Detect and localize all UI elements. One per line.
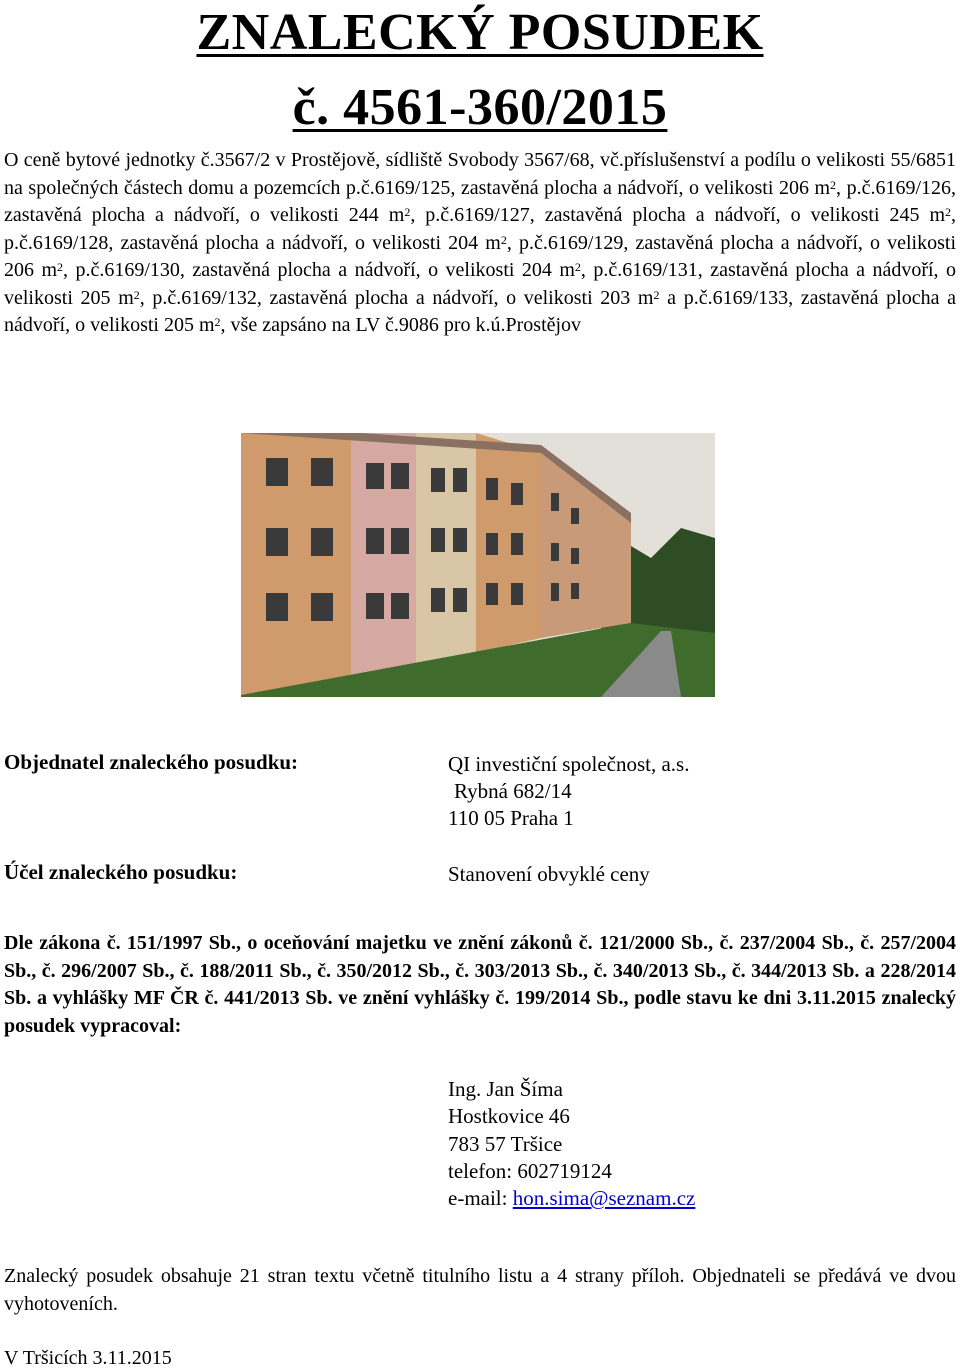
parcel-item: p.č.6169/126, zastavěná plocha a nádvoří, o velikosti 244 m (4, 176, 956, 226)
email-link[interactable]: hon.sima@seznam.cz (512, 1186, 696, 1211)
parcel-item: p.č.6169/128, zastavěná plocha a nádvoří, o velikosti 204 m (4, 231, 501, 254)
document-number: č. 4561-360/2015 (292, 79, 668, 136)
parcel-item: p.č.6169/133, zastavěná plocha a nádvoří, o velikosti 205 m (4, 286, 956, 336)
email-label: e-mail: (448, 1186, 513, 1211)
area-superscript: 2 (574, 260, 581, 274)
parcel-separator: , (139, 286, 145, 309)
parcel-separator: , (63, 259, 68, 281)
parcel-item: p.č.6169/130, zastavěná plocha a nádvoří, o velikosti 204 m (75, 259, 575, 281)
place-date: V Tršicích 3.11.2015 (4, 1347, 172, 1369)
registry-note: vše zapsáno na LV č.9086 pro k.ú.Prostějov (230, 314, 582, 336)
parcel-separator: , (220, 314, 226, 336)
parcel-separator: , (951, 204, 957, 226)
expert-name: Ing. Jan Šíma (448, 1077, 563, 1101)
parcel-item: p.č.6169/125, zastavěná plocha a nádvoří, o velikosti 206 m (345, 176, 831, 199)
area-superscript: 2 (653, 287, 660, 302)
area-superscript: 2 (214, 315, 221, 329)
expert-street: Hostkovice 46 (448, 1104, 570, 1129)
building-photo (241, 433, 715, 697)
parcel-separator: , (836, 176, 842, 199)
subject-description (4, 147, 956, 340)
purpose-label: Účel znaleckého posudku: (4, 860, 238, 884)
parcel-separator: , (580, 259, 586, 281)
client-city: 110 05 Praha 1 (448, 806, 574, 830)
area-superscript: 2 (57, 260, 63, 274)
client-label: Objednatel znaleckého posudku: (4, 750, 299, 774)
client-name: QI investiční společnost, a.s. (448, 752, 690, 776)
area-superscript: 2 (945, 205, 952, 219)
parcel-item: p.č.6169/127, zastavěná plocha a nádvoří, o velikosti 245 m (425, 204, 946, 226)
expert-contact (448, 1076, 695, 1212)
page-count-note: Znalecký posudek obsahuje 21 stran textu včetně titulního listu a 4 strany příloh. Objednateli se předává ve dvou vyhotoveních. (4, 1265, 956, 1315)
document-title: ZNALECKÝ POSUDEK (196, 4, 764, 61)
area-superscript: 2 (500, 232, 507, 247)
expert-email-line (448, 1185, 695, 1212)
area-superscript: 2 (404, 205, 411, 219)
parcel-item: p.č.6169/132, zastavěná plocha a nádvoří, o velikosti 203 m (152, 286, 654, 309)
parcel-item: p.č.6169/131, zastavěná plocha a nádvoří, o velikosti 205 m (4, 259, 956, 309)
parcel-separator: , (506, 231, 512, 254)
parcel-item: p.č.6169/129, zastavěná plocha a nádvoří, o velikosti 206 m (4, 231, 957, 281)
parcel-separator: , (410, 204, 416, 226)
purpose-value: Stanovení obvyklé ceny (448, 862, 650, 886)
expert-phone: telefon: 602719124 (448, 1158, 612, 1183)
area-superscript: 2 (830, 177, 837, 192)
client-street: Rybná 682/14 (454, 779, 572, 803)
subject-lead: O ceně bytové jednotky č.3567/2 v Prostějově, sídliště Svobody 3567/68, vč.příslušenství a podílu o velikosti 55/6851 na společných částech domu a pozemcích (4, 149, 956, 199)
legal-basis: Dle zákona č. 151/1997 Sb., o oceňování majetku ve znění zákonů č. 121/2000 Sb., č. 237/2004 Sb., č. 257/2004 Sb., č. 296/2007 Sb., č. 188/2011 Sb., č. 350/2012 Sb., č. 303/2013 Sb., č. 340/2013 Sb., č. 344/2013 Sb. a 228/2014 Sb. a vyhlášky MF ČR č. 441/2013 Sb. ve znění vyhlášky č. 199/2014 Sb., podle stavu ke dni 3.11.2015 znalecký posudek vypracoval: (4, 932, 956, 1037)
parcel-separator: a (659, 286, 677, 309)
area-superscript: 2 (133, 287, 140, 302)
expert-city: 783 57 Tršice (448, 1131, 563, 1156)
